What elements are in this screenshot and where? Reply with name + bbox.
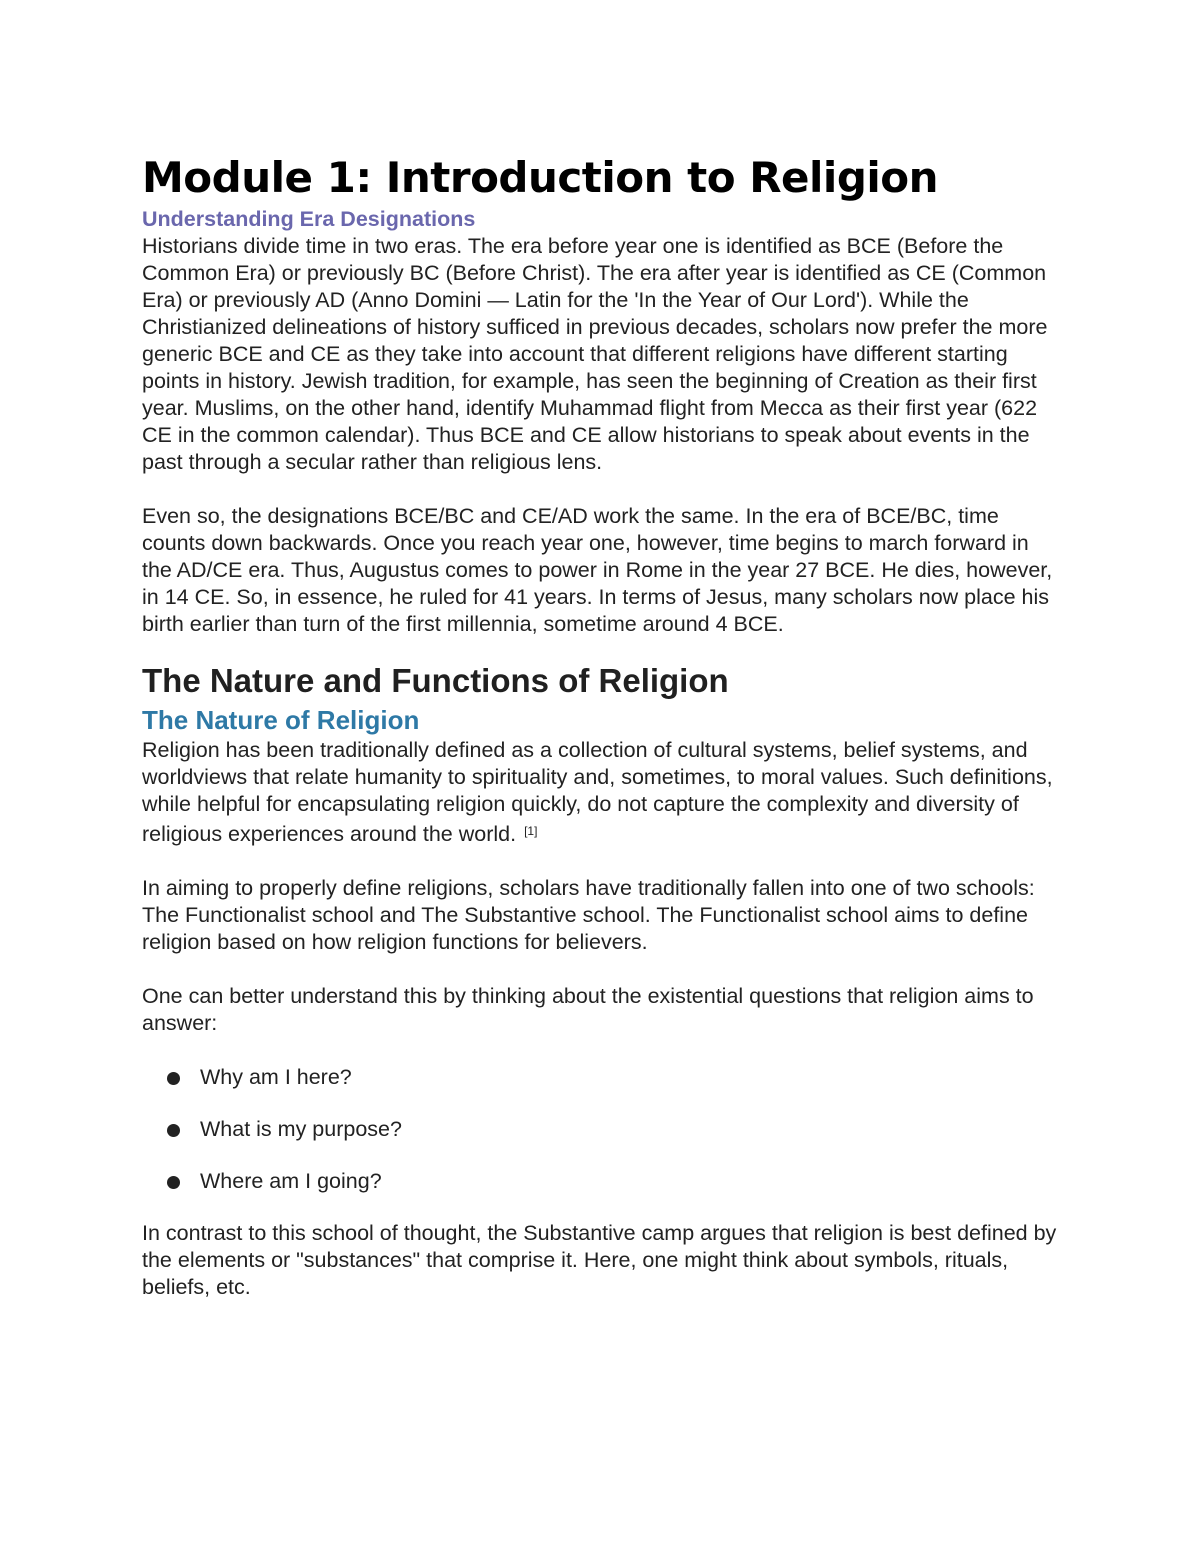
bullet-icon	[167, 1124, 180, 1137]
nature-paragraph-3: One can better understand this by thinking about the existential questions that religion aims to answer:	[142, 984, 1034, 1035]
existential-questions-list	[142, 1064, 1062, 1195]
era-paragraph-1: Historians divide time in two eras. The era before year one is identified as BCE (Before the Common Era) or previously BC (Before Christ). The era after year is identified as CE (Common Era) or previously AD (Anno Domini — Latin for the 'In the Year of Our Lord'). While the Christianized delineations of history sufficed in previous decades, scholars now prefer the more generic BCE and CE as they take into account that different religions have different starting points in history. Jewish tradition, for example, has seen the beginning of Creation as their first year. Muslims, on the other hand, identify Muhammad flight from Mecca as their first year (622 CE in the common calendar). Thus BCE and CE allow historians to speak about events in the past through a secular rather than religious lens.	[142, 234, 1048, 474]
era-designations-subheading: Understanding Era Designations	[142, 207, 476, 231]
paragraph-gap	[142, 956, 1062, 983]
paragraph-gap	[142, 848, 1062, 875]
document-page	[142, 150, 1062, 1301]
bullet-icon	[167, 1176, 180, 1189]
document-title: Module 1: Introduction to Religion	[142, 153, 939, 202]
footnote-link[interactable]: [1]	[524, 824, 538, 838]
nature-of-religion-subheading: The Nature of Religion	[142, 705, 420, 735]
list-item-text: What is my purpose?	[200, 1117, 402, 1141]
list-item-text: Why am I here?	[200, 1065, 352, 1089]
list-item	[142, 1168, 1062, 1195]
list-item	[142, 1064, 1062, 1091]
nature-paragraph-2: In aiming to properly define religions, scholars have traditionally fallen into one of two schools: The Functionalist school and The Substantive school. The Functionalist school aims to define religion based on how religion functions for believers.	[142, 876, 1035, 954]
nature-paragraph-4: In contrast to this school of thought, the Substantive camp argues that religion is best defined by the elements or "substances" that comprise it. Here, one might think about symbols, rituals, beliefs, etc.	[142, 1221, 1057, 1299]
bullet-icon	[167, 1072, 180, 1085]
list-item-text: Where am I going?	[200, 1169, 382, 1193]
paragraph-gap	[142, 476, 1062, 503]
paragraph-gap	[142, 1037, 1062, 1064]
nature-functions-heading: The Nature and Functions of Religion	[142, 662, 729, 699]
nature-paragraph-1-text: Religion has been traditionally defined as a collection of cultural systems, belief systems, and worldviews that relate humanity to spirituality and, sometimes, to moral values. Such definitions, while helpful for encapsulating religion quickly, do not capture the complexity and diversity of religious experiences around the world.	[142, 738, 1053, 846]
nature-paragraph-1	[142, 737, 1062, 848]
era-paragraph-2: Even so, the designations BCE/BC and CE/AD work the same. In the era of BCE/BC, time counts down backwards. Once you reach year one, however, time begins to march forward in the AD/CE era. Thus, Augustus comes to power in Rome in the year 27 BCE. He dies, however, in 14 CE. So, in essence, he ruled for 41 years. In terms of Jesus, many scholars now place his birth earlier than turn of the first millennia, sometime around 4 BCE.	[142, 504, 1053, 636]
list-item	[142, 1116, 1062, 1143]
